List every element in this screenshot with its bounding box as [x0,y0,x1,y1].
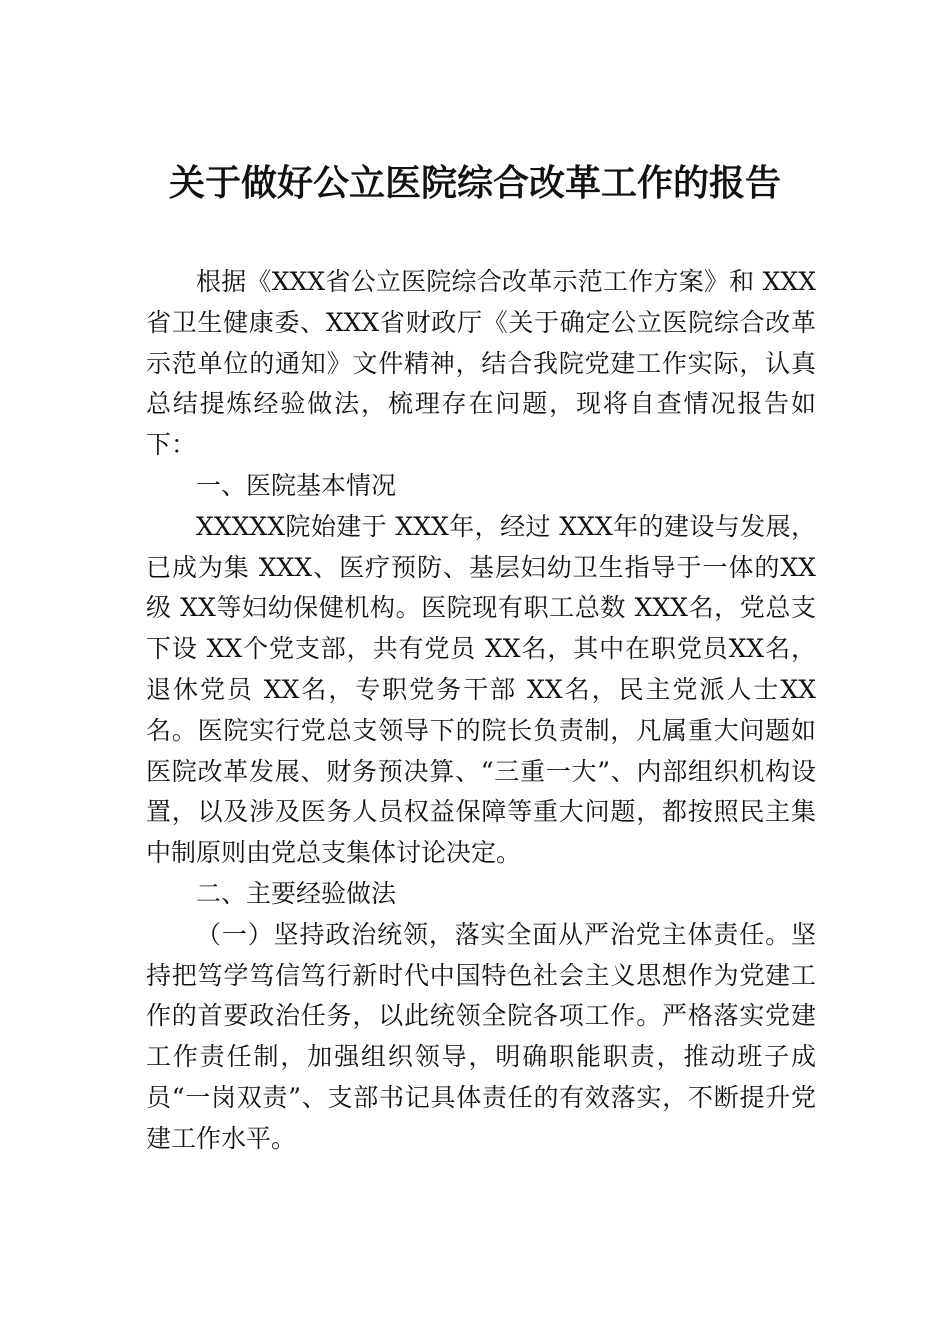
document-title: 关于做好公立医院综合改革工作的报告 [168,162,781,204]
experience-item-1-paragraph: （一）坚持政治统领，落实全面从严治党主体责任。坚持把笃学笃信笃行新时代中国特色社会主义思想作为党建工作的首要政治任务，以此统领全院各项工作。严格落实党建工作责任制，加强组织领导，明确职能职责，推动班子成员“一岗双责”、支部书记具体责任的有效落实，不断提升党建工作水平。 [146,919,816,1153]
section-heading-main-experience: 二、主要经验做法 [196,878,397,908]
basic-info-paragraph: XXXXX院始建于 XXX年，经过 XXX年的建设与发展，已成为集 XXX、医疗预防、基层妇幼卫生指导于一体的XX级 XX等妇幼保健机构。医院现有职工总数 XXX名，党总支下设 XX个党支部，共有党员 XX名，其中在职党员XX名，退休党员 XX名，专职党务干部 XX名，民主党派人士XX 名。医院实行党总支领导下的院长负责制，凡属重大问题如医院改革发展、财务预决算、“三重一大”、内部组织机构设置，以及涉及医务人员权益保障等重大问题，都按照民主集中制原则由党总支集体讨论决定。 [146,511,816,868]
intro-paragraph: 根据《XXX省公立医院综合改革示范工作方案》和 XXX省卫生健康委、XXX省财政厅《关于确定公立医院综合改革示范单位的通知》文件精神，结合我院党建工作实际，认真总结提炼经验做法，梳理存在问题，现将自查情况报告如下： [146,267,816,460]
document-body [146,262,816,1160]
section-heading-basic-info: 一、医院基本情况 [196,470,397,500]
